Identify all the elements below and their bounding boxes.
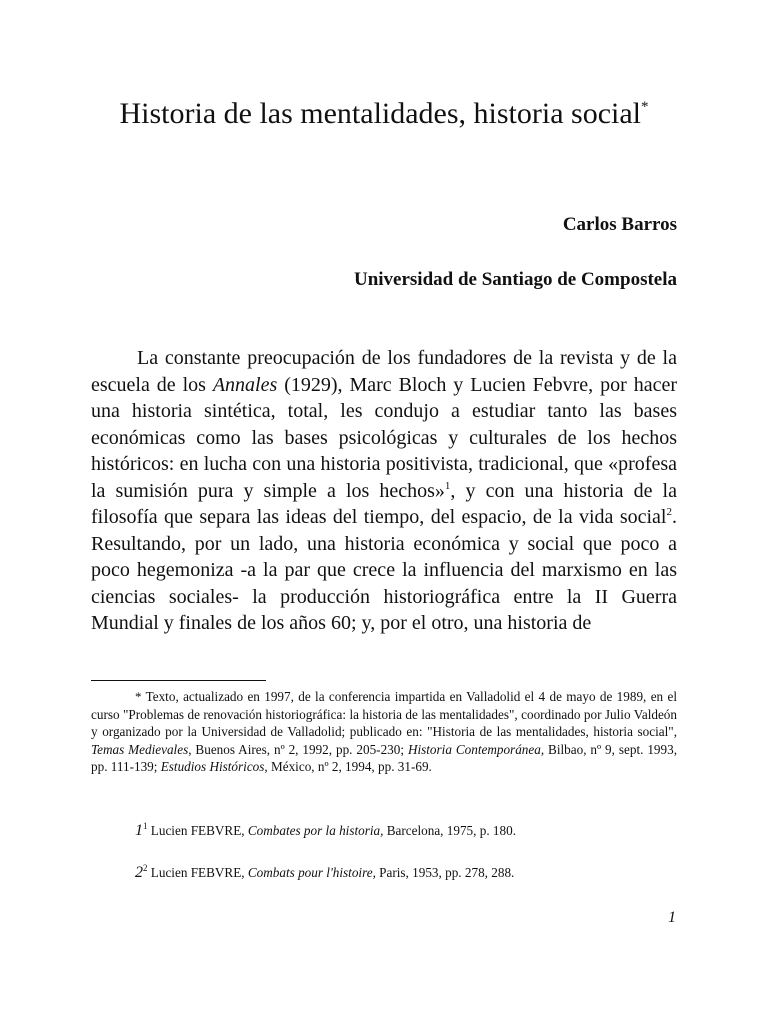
- title-footnote-mark[interactable]: *: [641, 99, 649, 115]
- page-number: 1: [668, 909, 676, 926]
- footnote-star: [91, 688, 677, 776]
- footnote-star-italic-1: Temas Medievales: [91, 741, 189, 757]
- footnote-separator: [91, 680, 266, 681]
- footnote-1-text-1: Lucien FEBVRE,: [147, 823, 248, 838]
- footnote-2-number[interactable]: 2: [135, 864, 143, 881]
- body-paragraph: [91, 345, 677, 637]
- footnote-star-mark: *: [135, 689, 142, 704]
- author-affiliation: Universidad de Santiago de Compostela: [353, 269, 677, 290]
- footnote-2-italic: Combats pour l'histoire,: [247, 865, 376, 880]
- title-text: Historia de las mentalidades, historia social: [119, 97, 642, 130]
- footnote-star-text-2: , Buenos Aires, nº 2, 1992, pp. 205-230;: [188, 741, 408, 757]
- footnote-1: [91, 822, 677, 840]
- page-title: [0, 94, 768, 134]
- footnote-2-text-1: Lucien FEBVRE,: [147, 865, 248, 880]
- footnote-2: [91, 864, 677, 882]
- footnote-ref-1[interactable]: 1: [444, 479, 451, 492]
- footnote-1-sup: 1: [143, 821, 148, 831]
- footnote-2-sup: 2: [143, 863, 148, 873]
- footnote-1-number[interactable]: 1: [135, 822, 143, 839]
- footnote-star-text-3: , Bilbao, nº 9, sept. 1993, pp. 111-139;: [91, 741, 677, 774]
- footnote-star-italic-3: Estudios Históricos: [160, 759, 265, 774]
- body-text-part-4: . Resultando, por un lado, una historia económica y social que poco a poco hegemoniza -a la par que crece la influencia del marxismo en las ciencias sociales- la producción historiográfica entre la II Guerra Mundial y finales de los años 60; y, por el otro, una historia de: [91, 506, 677, 634]
- footnote-1-text-2: Barcelona, 1975, p. 180.: [383, 823, 517, 838]
- footnote-2-text-2: Paris, 1953, pp. 278, 288.: [375, 865, 515, 880]
- body-text-part-3: , y con una historia de la filosofía que separa las ideas del tiempo, del espacio, de la vida social: [91, 479, 677, 528]
- body-annales: Annales: [212, 373, 278, 396]
- footnote-star-italic-2: Historia Contemporánea: [407, 741, 541, 757]
- author-name: Carlos Barros: [562, 214, 677, 235]
- body-text-part-1: La constante preocupación de los fundadores de la revista y de la escuela de los: [91, 347, 677, 396]
- body-text-part-2: (1929), Marc Bloch y Lucien Febvre, por hacer una historia sintética, total, les condujo a estudiar tanto las bases económicas como las bases psicológicas y culturales de los hechos históricos: en lucha con una historia positivista, tradicional, que «profesa la sumisión pura y simple a los hechos»: [91, 373, 677, 502]
- footnote-ref-2[interactable]: 2: [666, 506, 672, 518]
- footnote-star-text-4: , México, nº 2, 1994, pp. 31-69.: [264, 759, 432, 774]
- footnote-star-text-1: Texto, actualizado en 1997, de la conferencia impartida en Valladolid el 4 de mayo de 1989, en el curso "Problemas de renovación historiográfica: la historia de las mentalidades", coordinado por Julio Valdeón y organizado por la Universidad de Valladolid; publicado en: "Historia de las mentalidades, historia social",: [91, 689, 677, 739]
- footnote-1-italic: Combates por la historia,: [247, 823, 384, 838]
